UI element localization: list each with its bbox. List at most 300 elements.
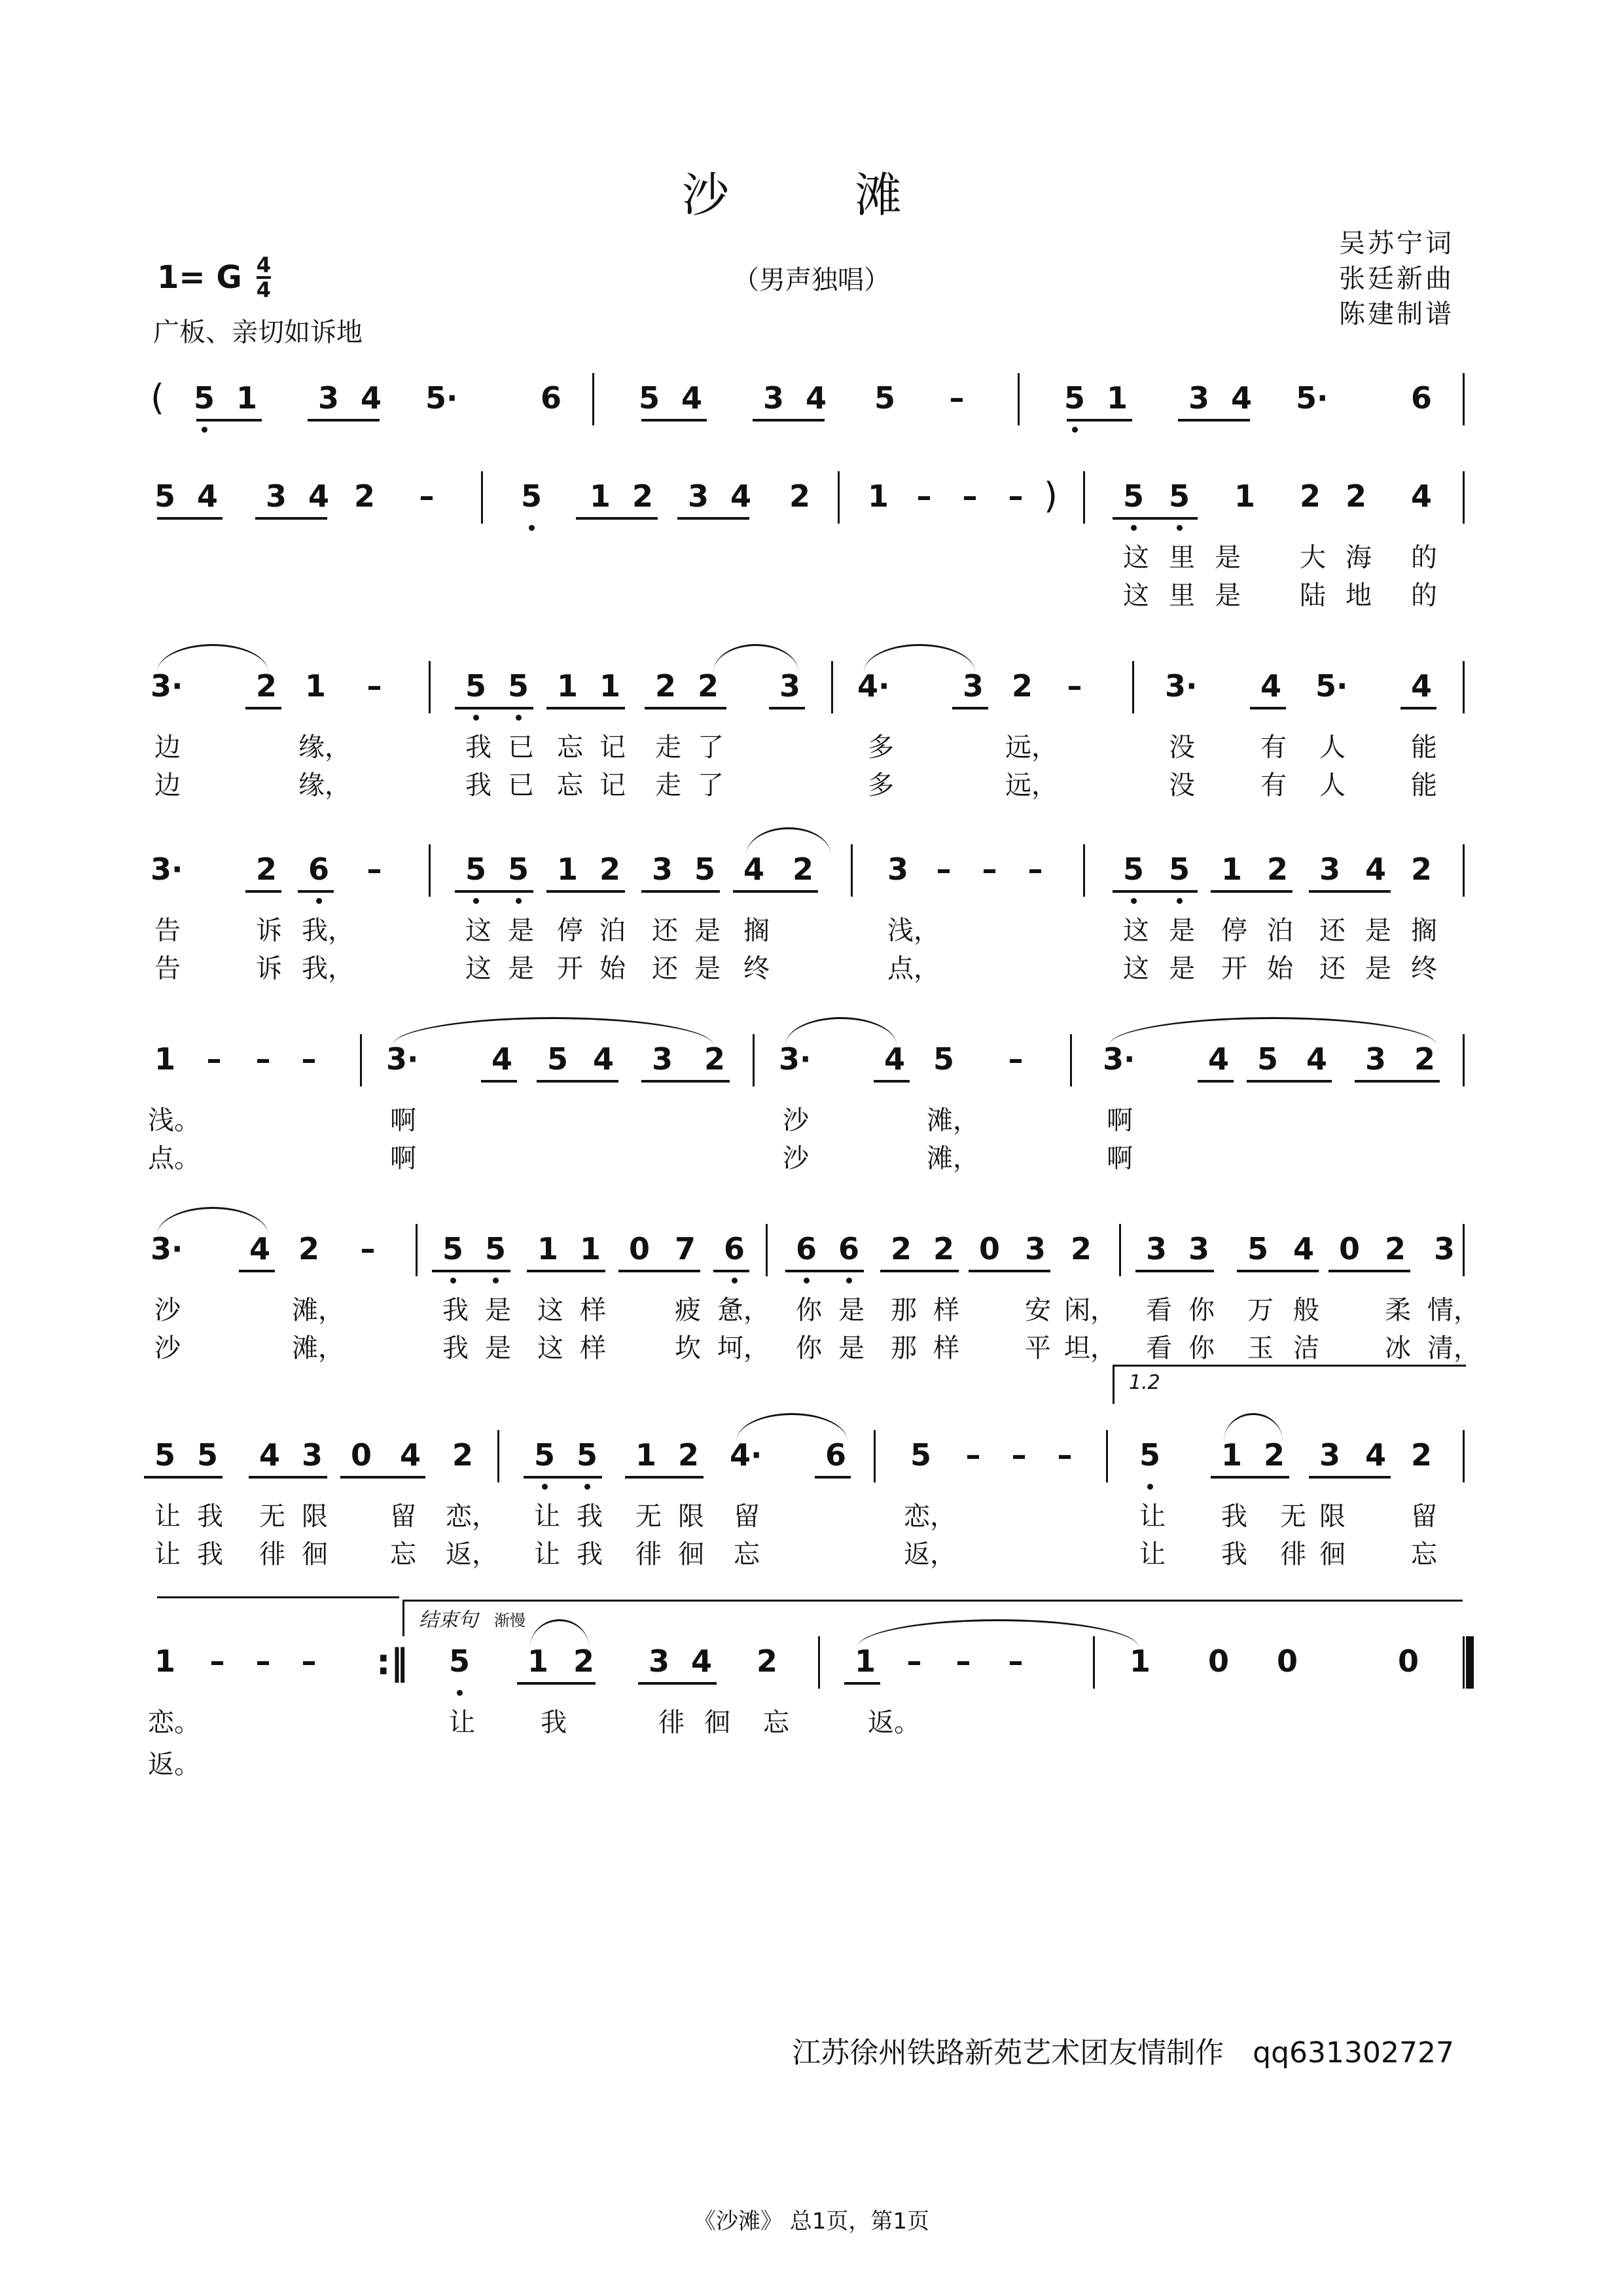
lyric-verse-1: 恋， xyxy=(446,1501,498,1532)
lyric-verse-1: 诉 xyxy=(256,916,282,946)
note: 5 xyxy=(196,1437,218,1473)
lyric-verse-2: 忘 xyxy=(557,770,583,800)
barline xyxy=(874,1430,876,1482)
note: 3· xyxy=(1103,1041,1135,1077)
note: 1 xyxy=(236,380,257,416)
lyric-verse-1: 这 xyxy=(537,1295,563,1325)
lyric-verse-2: 走 xyxy=(655,770,681,800)
lyric-verse-1: 多 xyxy=(868,732,894,762)
repeat-parenthesis: ( xyxy=(151,377,165,418)
lyric-verse-1: 是 xyxy=(838,1295,865,1325)
lyricist-credit: 吴苏宁词 xyxy=(1339,228,1454,259)
octave-dot xyxy=(529,525,535,531)
barline xyxy=(1083,844,1085,897)
volta-bracket xyxy=(157,1596,399,1598)
octave-dot xyxy=(1147,1484,1153,1490)
lyric-verse-2: 是 xyxy=(1365,954,1391,984)
lyric-verse-1: 留 xyxy=(390,1501,416,1532)
note: 4 xyxy=(259,1437,280,1473)
beam-underline xyxy=(880,1270,959,1272)
barline xyxy=(360,1034,362,1086)
beam-underline xyxy=(576,517,658,520)
note: 4· xyxy=(857,668,890,704)
time-bottom: 4 xyxy=(256,278,271,302)
lyric-verse-1: 搁 xyxy=(743,916,770,946)
note: – xyxy=(982,852,997,887)
barline xyxy=(1083,471,1085,524)
tempo-marking: 广板、亲切如诉地 xyxy=(153,317,363,348)
lyric-verse-1: 你 xyxy=(1188,1295,1215,1325)
note: 2 xyxy=(654,668,676,704)
note: – xyxy=(206,1041,222,1077)
beam-underline xyxy=(340,1476,425,1479)
note: 4 xyxy=(1410,668,1432,704)
lyric-verse-2: 样 xyxy=(933,1333,959,1363)
octave-dot xyxy=(493,1278,499,1283)
lyric-verse-2: 坷， xyxy=(717,1333,770,1363)
note: – xyxy=(1008,478,1024,514)
lyric-verse-1: 泊 xyxy=(1267,916,1293,946)
barline xyxy=(429,661,431,713)
note: 2 xyxy=(1410,1437,1432,1473)
lyric-verse-1: 忘 xyxy=(557,732,583,762)
beam-underline xyxy=(527,1270,605,1272)
lyric-verse-1: 的 xyxy=(1411,543,1437,573)
lyric-verse-1: 浅， xyxy=(887,916,940,946)
lyric-verse-1: 还 xyxy=(1319,916,1346,946)
beam-underline xyxy=(844,1682,880,1685)
lyric-verse-1: 我 xyxy=(465,732,491,762)
beam-underline xyxy=(546,707,625,709)
note: 5 xyxy=(1122,852,1144,887)
note: 0 xyxy=(1397,1643,1419,1679)
lyric-verse-2: 终 xyxy=(1411,954,1437,984)
beam-underline xyxy=(1237,1270,1319,1272)
lyric-verse-1: 啊 xyxy=(390,1105,416,1136)
beam-underline xyxy=(1067,419,1132,422)
lyric-verse-1: 疲 xyxy=(675,1295,701,1325)
lyric-verse-1: 恋。 xyxy=(148,1708,200,1738)
beam-underline xyxy=(874,1080,910,1083)
key-label: 1= G xyxy=(157,259,242,296)
note: – xyxy=(1057,1437,1073,1473)
barline xyxy=(1119,1224,1121,1276)
note: 5 xyxy=(1139,1437,1160,1473)
note: 3 xyxy=(1319,852,1340,887)
note: 4 xyxy=(196,478,218,514)
note: 3 xyxy=(1319,1437,1340,1473)
lyric-verse-2: 缘， xyxy=(298,770,351,800)
lyric-verse-1: 无 xyxy=(259,1501,285,1532)
note: 1 xyxy=(1106,380,1128,416)
note: 5· xyxy=(425,380,458,416)
lyric-verse-1: 搁 xyxy=(1411,916,1437,946)
beam-underline xyxy=(481,1080,517,1083)
barline xyxy=(1463,1224,1465,1276)
octave-dot xyxy=(732,1278,738,1283)
beam-underline xyxy=(952,707,988,709)
beam-underline xyxy=(641,1080,730,1083)
note: 3· xyxy=(1165,668,1198,704)
lyric-verse-1: 这 xyxy=(1123,916,1149,946)
octave-dot xyxy=(1177,525,1183,531)
beam-underline xyxy=(537,1080,618,1083)
lyric-verse-2: 没 xyxy=(1169,770,1195,800)
lyric-verse-1: 闲， xyxy=(1064,1295,1116,1325)
note: 4 xyxy=(883,1041,905,1077)
barline xyxy=(1132,661,1134,713)
beam-underline xyxy=(753,419,825,422)
score-line xyxy=(0,1371,1623,1633)
note: 3 xyxy=(887,852,908,887)
lyric-verse-2: 是 xyxy=(694,954,721,984)
lyric-verse-2: 返。 xyxy=(148,1749,200,1780)
lyric-verse-1: 情， xyxy=(1427,1295,1480,1325)
score-line xyxy=(0,851,1623,1047)
note: 2 xyxy=(599,852,620,887)
lyric-verse-2: 是 xyxy=(508,954,534,984)
lyric-verse-1: 海 xyxy=(1346,543,1372,573)
note: 2 xyxy=(1070,1231,1092,1266)
footer-page: 《沙滩》 总1页，第1页 xyxy=(693,2208,930,2234)
octave-dot xyxy=(473,898,479,904)
lyric-verse-2: 多 xyxy=(868,770,894,800)
note: 5 xyxy=(442,1231,463,1266)
lyric-verse-1: 惫， xyxy=(717,1295,770,1325)
lyric-verse-1: 是 xyxy=(1169,916,1195,946)
note: 5 xyxy=(933,1041,954,1077)
beam-underline xyxy=(1309,890,1391,893)
octave-dot xyxy=(316,898,322,904)
time-signature xyxy=(257,254,271,301)
lyric-verse-1: 安 xyxy=(1025,1295,1051,1325)
subtitle: （男声独唱） xyxy=(733,265,890,295)
lyric-verse-1: 里 xyxy=(1169,543,1195,573)
lyric-verse-2: 我 xyxy=(577,1539,603,1570)
octave-dot xyxy=(804,1278,810,1283)
note: 4 xyxy=(1306,1041,1327,1077)
lyric-verse-2: 平 xyxy=(1025,1333,1051,1363)
lyric-verse-1: 大 xyxy=(1300,543,1326,573)
note: 2 xyxy=(1011,668,1033,704)
lyric-verse-1: 边 xyxy=(154,732,181,762)
lyric-verse-2: 让 xyxy=(534,1539,560,1570)
lyric-verse-1: 人 xyxy=(1319,732,1346,762)
lyric-verse-1: 我 xyxy=(197,1501,223,1532)
lyric-verse-2: 远， xyxy=(1005,770,1058,800)
lyric-verse-2: 还 xyxy=(1319,954,1346,984)
lyric-verse-2: 我 xyxy=(465,770,491,800)
barline xyxy=(1463,1430,1465,1482)
note: 5 xyxy=(484,1231,506,1266)
lyric-verse-1: 我 xyxy=(1221,1501,1247,1532)
note: 6 xyxy=(308,852,329,887)
lyric-verse-2: 是 xyxy=(1215,581,1241,611)
lyric-verse-2: 了 xyxy=(698,770,724,800)
octave-dot xyxy=(473,715,479,721)
beam-underline xyxy=(308,419,380,422)
note: 5 xyxy=(193,380,215,416)
lyric-verse-1: 限 xyxy=(678,1501,704,1532)
coda-tempo: 渐慢 xyxy=(494,1611,526,1630)
note: 4 xyxy=(249,1231,270,1266)
note: 5· xyxy=(1315,668,1348,704)
note: 5 xyxy=(520,478,542,514)
octave-dot xyxy=(542,1484,548,1490)
lyric-verse-2: 我 xyxy=(442,1333,469,1363)
note: 5 xyxy=(154,1437,175,1473)
note: 1 xyxy=(635,1437,656,1473)
beam-underline xyxy=(1178,419,1250,422)
note: – xyxy=(360,1231,376,1266)
barline xyxy=(1018,373,1020,425)
coda-edge xyxy=(402,1600,404,1636)
lyric-verse-1: 让 xyxy=(449,1708,475,1738)
note: 3 xyxy=(779,668,800,704)
note: 5 xyxy=(1063,380,1085,416)
volta-edge xyxy=(1113,1365,1115,1404)
note: 1 xyxy=(1234,478,1255,514)
lyric-verse-2: 啊 xyxy=(1107,1143,1133,1174)
beam-underline xyxy=(1198,1080,1234,1083)
barline xyxy=(497,1430,499,1482)
lyric-verse-1: 告 xyxy=(154,916,181,946)
lyric-verse-2: 我， xyxy=(302,954,354,984)
barline xyxy=(818,1636,820,1689)
note: 4 xyxy=(1293,1231,1314,1266)
lyric-verse-1: 有 xyxy=(1260,732,1287,762)
beam-underline xyxy=(546,890,625,893)
note: 3· xyxy=(151,668,183,704)
barline xyxy=(592,373,594,425)
lyric-verse-2: 坎 xyxy=(675,1333,701,1363)
beam-underline xyxy=(645,707,726,709)
lyric-verse-2: 沙 xyxy=(154,1333,181,1363)
note: – xyxy=(255,1041,271,1077)
lyric-verse-2: 忘 xyxy=(1411,1539,1437,1570)
lyric-verse-1: 无 xyxy=(1280,1501,1306,1532)
lyric-verse-1: 限 xyxy=(1319,1501,1346,1532)
note: 1 xyxy=(537,1231,558,1266)
note: 5 xyxy=(465,852,486,887)
lyric-verse-1: 让 xyxy=(1139,1501,1166,1532)
lyric-verse-1: 我 xyxy=(442,1295,469,1325)
lyric-verse-1: 这 xyxy=(465,916,491,946)
lyric-verse-2: 这 xyxy=(465,954,491,984)
lyric-verse-2: 这 xyxy=(1123,581,1149,611)
note: 2 xyxy=(1263,1437,1285,1473)
lyric-verse-1: 远， xyxy=(1005,732,1058,762)
coda-label: 结束句 xyxy=(419,1609,478,1632)
lyric-verse-2: 始 xyxy=(599,954,626,984)
beam-underline xyxy=(517,1682,596,1685)
lyric-verse-2: 沙 xyxy=(783,1143,809,1174)
lyric-verse-1: 沙 xyxy=(154,1295,181,1325)
barline xyxy=(1106,1430,1108,1482)
octave-dot xyxy=(846,1278,852,1283)
footer-credit: 江苏徐州铁路新苑艺术团友情制作 qq631302727 xyxy=(792,2036,1454,2070)
note: 0 xyxy=(1276,1643,1298,1679)
beam-underline xyxy=(432,1270,510,1272)
lyric-verse-1: 啊 xyxy=(1107,1105,1133,1136)
note: 1 xyxy=(589,478,611,514)
note: 3 xyxy=(1364,1041,1386,1077)
lyric-verse-2: 冰 xyxy=(1385,1333,1411,1363)
lyric-verse-1: 是 xyxy=(1215,543,1241,573)
lyric-verse-1: 留 xyxy=(734,1501,760,1532)
barline xyxy=(481,471,483,524)
arranger-credit: 陈建制谱 xyxy=(1339,299,1454,329)
lyric-verse-2: 让 xyxy=(154,1539,181,1570)
lyric-verse-1: 是 xyxy=(508,916,534,946)
note: 5 xyxy=(533,1437,555,1473)
barline xyxy=(766,1224,768,1276)
note: 6 xyxy=(1410,380,1432,416)
note: 6 xyxy=(723,1231,745,1266)
lyric-verse-2: 陆 xyxy=(1300,581,1326,611)
note: 1 xyxy=(154,1643,175,1679)
barline xyxy=(1463,661,1465,713)
note: 3 xyxy=(1433,1231,1455,1266)
lyric-verse-2: 看 xyxy=(1146,1333,1172,1363)
note: 5 xyxy=(448,1643,470,1679)
note: 5 xyxy=(1247,1231,1268,1266)
note: 4 xyxy=(805,380,827,416)
lyric-verse-1: 那 xyxy=(891,1295,917,1325)
lyric-verse-1: 徊 xyxy=(704,1708,730,1738)
note: 1 xyxy=(1221,1437,1242,1473)
note: – xyxy=(419,478,435,514)
note: 4 xyxy=(1260,668,1281,704)
lyric-verse-1: 是 xyxy=(485,1295,511,1325)
beam-underline xyxy=(255,517,327,520)
lyric-verse-1: 我， xyxy=(302,916,354,946)
note: 2 xyxy=(1266,852,1288,887)
note: 5 xyxy=(576,1437,597,1473)
time-top: 4 xyxy=(256,253,271,278)
octave-dot xyxy=(1131,525,1137,531)
note: 2 xyxy=(677,1437,699,1473)
score-line xyxy=(0,1609,1623,1839)
lyric-verse-2: 玉 xyxy=(1247,1333,1274,1363)
beam-underline xyxy=(1309,1476,1391,1479)
beam-underline xyxy=(249,1476,327,1479)
lyric-verse-2: 边 xyxy=(154,770,181,800)
lyric-verse-2: 点。 xyxy=(148,1143,200,1174)
note: 2 xyxy=(697,668,719,704)
note: – xyxy=(1008,1643,1024,1679)
note: – xyxy=(1011,1437,1027,1473)
lyric-verse-2: 这 xyxy=(537,1333,563,1363)
note: 5 xyxy=(1122,478,1144,514)
note: 2 xyxy=(789,478,810,514)
note: 2 xyxy=(1384,1231,1406,1266)
note: 2 xyxy=(255,668,277,704)
lyric-verse-2: 有 xyxy=(1260,770,1287,800)
lyric-verse-1: 看 xyxy=(1146,1295,1172,1325)
note: 3 xyxy=(962,668,984,704)
note: 2 xyxy=(792,852,813,887)
lyric-verse-1: 万 xyxy=(1247,1295,1274,1325)
beam-underline xyxy=(1211,890,1293,893)
note: 3 xyxy=(1145,1231,1167,1266)
note: 5 xyxy=(1168,852,1190,887)
note: 5 xyxy=(154,478,175,514)
barline xyxy=(1463,844,1465,897)
lyric-verse-2: 徊 xyxy=(678,1539,704,1570)
lyric-verse-1: 没 xyxy=(1169,732,1195,762)
note: 4 xyxy=(399,1437,421,1473)
note: 2 xyxy=(298,1231,319,1266)
note: – xyxy=(366,668,382,704)
beam-underline xyxy=(524,1476,602,1479)
lyric-verse-2: 你 xyxy=(1188,1333,1215,1363)
note: – xyxy=(1008,1041,1024,1077)
note: 6 xyxy=(838,1231,859,1266)
lyric-verse-2: 徊 xyxy=(1319,1539,1346,1570)
lyric-verse-2: 清， xyxy=(1427,1333,1480,1363)
lyric-verse-1: 忘 xyxy=(763,1708,789,1738)
beam-underline xyxy=(969,1270,1050,1272)
note: 3 xyxy=(301,1437,323,1473)
lyric-verse-1: 走 xyxy=(655,732,681,762)
note: 5 xyxy=(546,1041,568,1077)
octave-dot xyxy=(1072,427,1078,433)
note: 2 xyxy=(632,478,653,514)
octave-dot xyxy=(1131,898,1137,904)
barline xyxy=(429,844,431,897)
page-title: 沙 滩 xyxy=(681,168,941,223)
lyric-verse-2: 让 xyxy=(1139,1539,1166,1570)
lyric-verse-1: 你 xyxy=(796,1295,822,1325)
beam-underline xyxy=(1250,707,1286,709)
lyric-verse-1: 泊 xyxy=(599,916,626,946)
final-barline xyxy=(1466,1636,1474,1689)
lyric-verse-2: 徘 xyxy=(259,1539,285,1570)
note: 6 xyxy=(825,1437,846,1473)
lyric-verse-1: 样 xyxy=(580,1295,606,1325)
lyric-verse-1: 还 xyxy=(652,916,678,946)
barline xyxy=(1463,471,1465,524)
barline xyxy=(831,661,833,713)
barline xyxy=(1463,373,1465,425)
note: 2 xyxy=(452,1437,473,1473)
beam-underline xyxy=(245,890,281,893)
note: – xyxy=(906,1643,922,1679)
lyric-verse-2: 是 xyxy=(838,1333,865,1363)
volta-label: 1.2 xyxy=(1129,1371,1160,1394)
beam-underline xyxy=(677,517,749,520)
lyric-verse-2: 徊 xyxy=(302,1539,328,1570)
note: 1 xyxy=(599,668,620,704)
lyric-verse-2: 地 xyxy=(1346,581,1372,611)
beam-underline xyxy=(196,419,262,422)
beam-underline xyxy=(455,707,533,709)
lyric-verse-2: 样 xyxy=(580,1333,606,1363)
note: 4 xyxy=(1207,1041,1229,1077)
note: 5 xyxy=(694,852,715,887)
lyric-verse-2: 还 xyxy=(652,954,678,984)
beam-underline xyxy=(1355,1080,1440,1083)
beam-underline xyxy=(298,890,334,893)
lyric-verse-2: 这 xyxy=(1123,954,1149,984)
lyric-verse-2: 开 xyxy=(1221,954,1247,984)
note: 2 xyxy=(756,1643,777,1679)
note: – xyxy=(936,852,952,887)
note: 1 xyxy=(867,478,889,514)
lyric-verse-2: 那 xyxy=(891,1333,917,1363)
repeat-sign: :‖ xyxy=(376,1641,408,1683)
